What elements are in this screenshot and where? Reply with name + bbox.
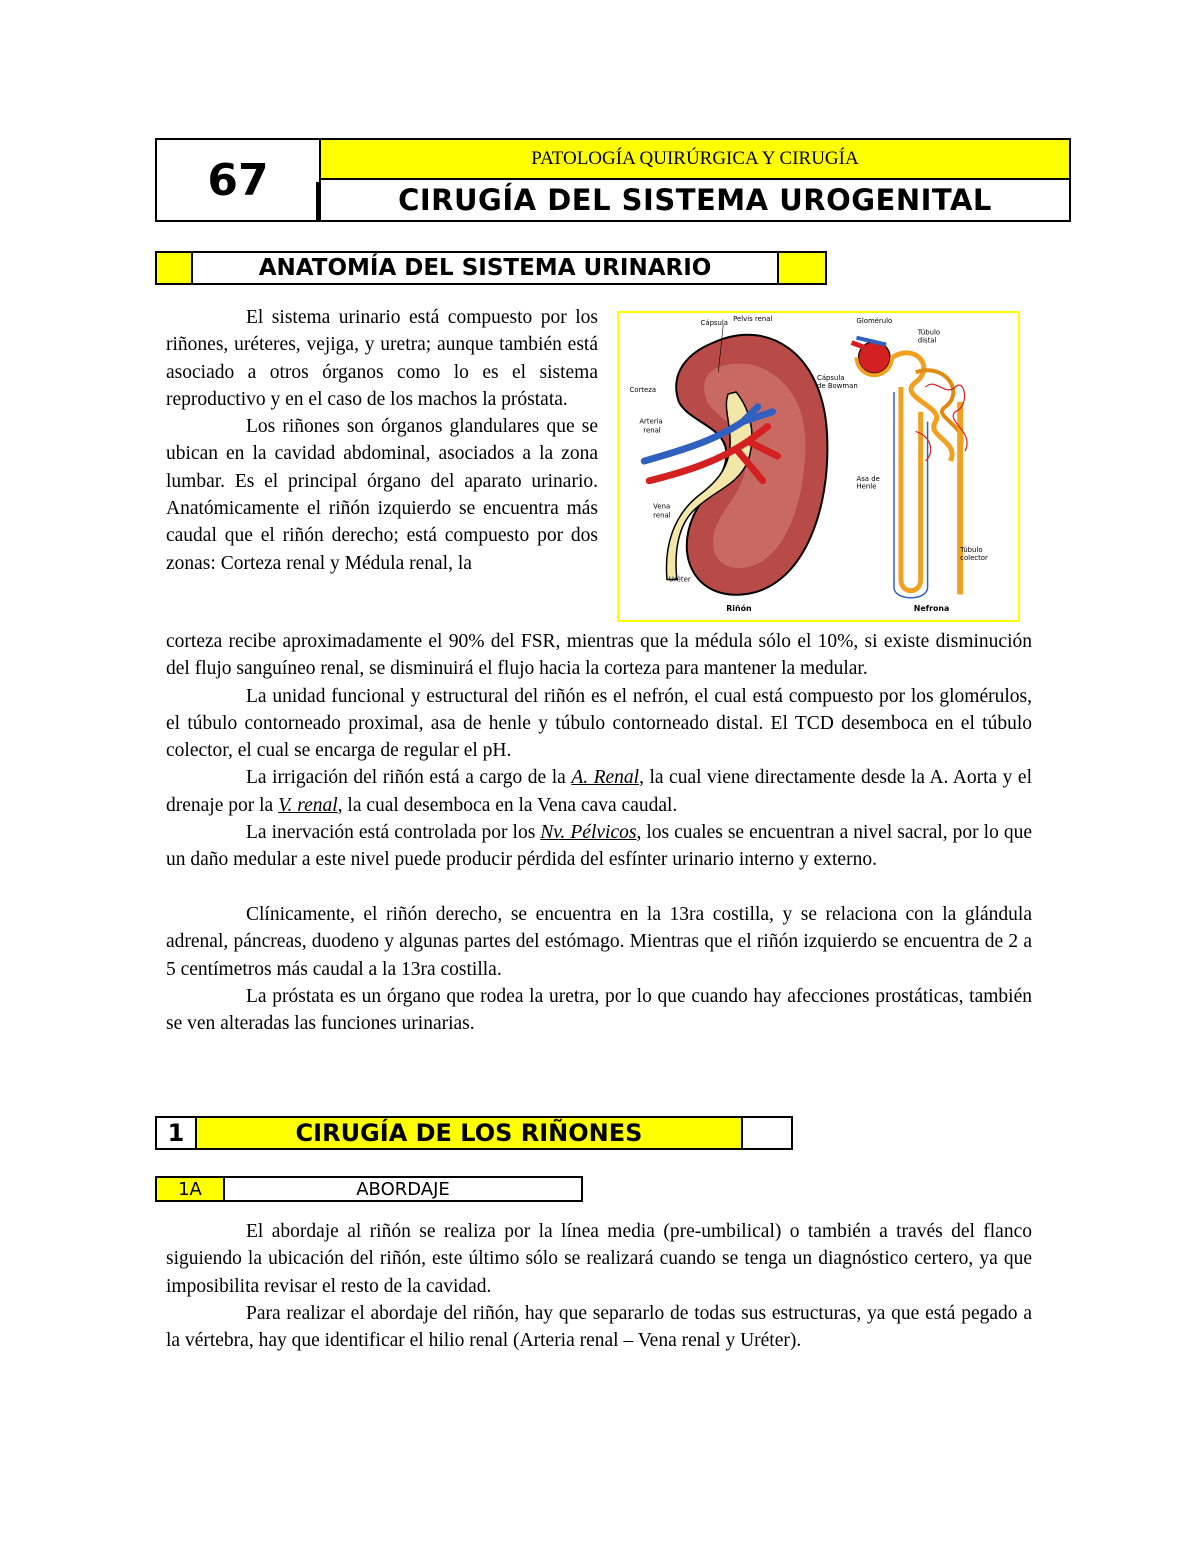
figure-caption-kidney: Riñón	[726, 604, 752, 614]
paragraph	[166, 764, 1032, 819]
svg-text:Vena: Vena	[653, 502, 671, 511]
chapter-title: CIRUGÍA DEL SISTEMA UROGENITAL	[398, 183, 992, 217]
paragraph: Para realizar el abordaje del riñón, hay que separarlo de todas sus estructuras, ya que está pegado a la vértebra, hay que identificar el hilio renal (Arteria renal – Vena renal y Uréter).	[166, 1302, 1032, 1352]
svg-text:Cápsula: Cápsula	[817, 374, 845, 383]
svg-text:renal: renal	[643, 426, 661, 435]
paragraph: corteza recibe aproximadamente el 90% del FSR, mientras que la médula sólo el 10%, si existe disminución del flujo sanguíneo renal, se disminuirá el flujo hacia la corteza para mantener la medular.	[166, 631, 1032, 680]
section-anatomia-title: ANATOMÍA DEL SISTEMA URINARIO	[193, 253, 777, 283]
svg-text:Corteza: Corteza	[629, 385, 657, 394]
section-1a-header	[155, 1176, 583, 1202]
section-marker-right	[777, 253, 825, 283]
section-1-header	[155, 1116, 793, 1150]
abordaje-text	[166, 1218, 1032, 1354]
section-1a-title: ABORDAJE	[225, 1178, 581, 1200]
chapter-number: 67	[157, 140, 321, 220]
anatomia-text-column	[166, 304, 598, 577]
chapter-subject: PATOLOGÍA QUIRÚRGICA Y CIRUGÍA	[321, 140, 1069, 180]
renal-artery-term: A. Renal	[571, 767, 640, 789]
pelvic-nerves-term: Nv. Pélvicos	[540, 822, 637, 844]
section-anatomia-header	[155, 251, 827, 285]
svg-text:Henle: Henle	[856, 482, 877, 491]
section-1-number: 1	[157, 1118, 197, 1148]
text-run: , la cual desemboca en la Vena cava caudal.	[337, 794, 678, 816]
blank-line	[166, 874, 1032, 901]
paragraph: La unidad funcional y estructural del riñón es el nefrón, el cual está compuesto por los glomérulos, el túbulo contorneado proximal, asa de henle y túbulo contorneado distal. El TCD desemboca en el túbulo colector, el cual se encarga de regular el pH.	[166, 685, 1032, 762]
chapter-header-right	[321, 140, 1069, 220]
chapter-header	[155, 138, 1071, 222]
paragraph: La próstata es un órgano que rodea la uretra, por lo que cuando hay afecciones prostáticas, también se ven alteradas las funciones urinarias.	[166, 985, 1032, 1035]
svg-text:Arteria: Arteria	[639, 417, 663, 426]
paragraph	[166, 819, 1032, 874]
section-1a-number: 1A	[157, 1178, 225, 1200]
paragraph: El sistema urinario está compuesto por los riñones, uréteres, vejiga, y uretra; aunque también está asociado a otros órganos como lo es el sistema reproductivo y en el caso de los machos la próstata.	[166, 307, 598, 410]
figure-caption-nephron: Nefrona	[913, 604, 950, 614]
svg-text:distal: distal	[917, 336, 937, 345]
svg-text:de Bowman: de Bowman	[817, 382, 858, 391]
svg-text:Glomérulo: Glomérulo	[856, 316, 893, 325]
paragraph: Los riñones son órganos glandulares que se ubican en la cavidad abdominal, asociados a la zona lumbar. Es el principal órgano del aparato urinario. Anatómicamente el riñón izquierdo se encuentra más caudal que el riñón derecho; está compuesto por dos zonas: Corteza renal y Médula renal, la	[166, 416, 598, 574]
svg-text:colector: colector	[960, 553, 988, 562]
anatomia-text-full	[166, 628, 1032, 1037]
svg-text:Túbulo: Túbulo	[960, 545, 983, 554]
text-run: , los cuales se encuentran a nivel sacral, por lo que un daño medular a este nivel puede producir pérdida del esfínter urinario interno y externo.	[166, 822, 1032, 871]
text-run: La inervación está controlada por los	[246, 822, 541, 844]
svg-text:Pelvis renal: Pelvis renal	[733, 314, 773, 323]
section-marker-right	[741, 1118, 791, 1148]
paragraph: El abordaje al riñón se realiza por la línea media (pre-umbilical) o también a través del flanco siguiendo la ubicación del riñón, este último sólo se realizará cuando se tenga un diagnóstico certero, ya que imposibilita revisar el resto de la cavidad.	[166, 1221, 1032, 1297]
header-accent-bar	[316, 182, 320, 220]
text-run: , la cual viene directamente desde la A. Aorta y el drenaje por la	[166, 767, 1032, 816]
kidney-nephron-illustration	[619, 313, 1018, 620]
loop-of-henle	[901, 387, 921, 591]
kidney-nephron-figure	[617, 311, 1020, 622]
svg-text:Túbulo: Túbulo	[917, 328, 941, 337]
svg-text:Uréter: Uréter	[668, 575, 691, 584]
text-run: La irrigación del riñón está a cargo de la	[246, 767, 572, 789]
svg-text:renal: renal	[653, 511, 671, 520]
svg-text:Asa de: Asa de	[856, 474, 880, 483]
paragraph: Clínicamente, el riñón derecho, se encuentra en la 13ra costilla, y se relaciona con la glándula adrenal, páncreas, duodeno y algunas partes del estómago. Mientras que el riñón izquierdo se encuentra de 2 a 5 centímetros más caudal a la 13ra costilla.	[166, 903, 1032, 980]
section-1-title: CIRUGÍA DE LOS RIÑONES	[197, 1118, 741, 1148]
renal-vein-term: V. renal	[278, 794, 338, 816]
section-marker-left	[157, 253, 193, 283]
svg-text:Cápsula: Cápsula	[700, 318, 729, 327]
